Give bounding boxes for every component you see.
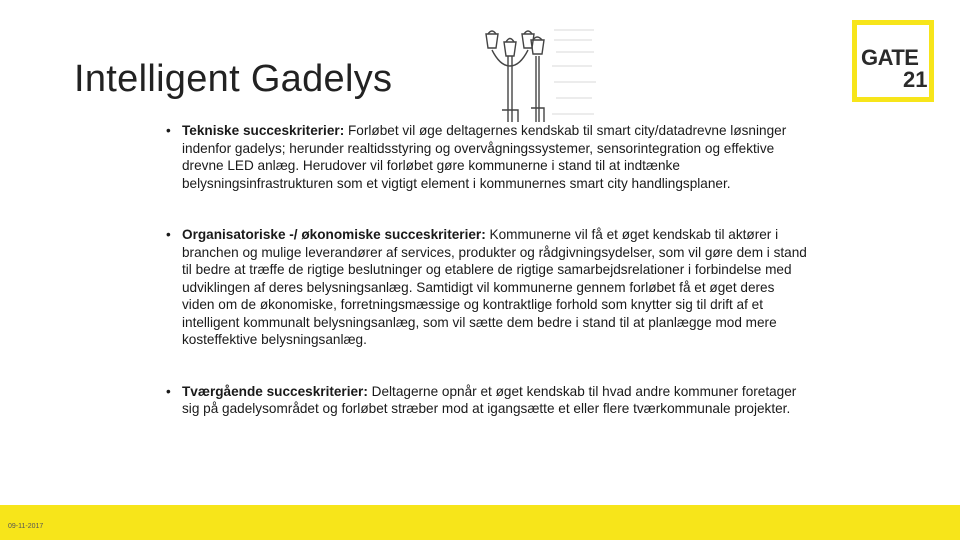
logo-text-gate: GATE xyxy=(861,45,919,70)
footer-date: 09-11-2017 xyxy=(8,523,44,530)
success-criteria-list xyxy=(166,122,810,452)
bullet-text: Forløbet vil øge deltagernes kendskab til smart city/datadrevne løsninger indenfor gadelys; herunder realtidsstyring og overvågningssystemer, sensorintegration og effektive drevne LED anlæg. Herudover vil forløbet gøre kommunerne i stand til at indtænke belysningsinfrastrukturen som et vigtigt element i kommunernes smart city handlingsplaner. xyxy=(182,123,787,191)
bullet-heading: Tværgående succeskriterier: xyxy=(182,383,368,399)
bullet-heading: Tekniske succeskriterier: xyxy=(182,123,345,138)
logo-text-21: 21 xyxy=(903,67,928,92)
bullet-text: Deltagerne opnår et øget kendskab til hvad andre kommuner foretager sig på gadelysområdet og forløbet stræber mod at igangsætte et eller flere tværkommunale projekter. xyxy=(182,383,797,416)
bullet-heading: Organisatoriske -/ økonomiske succeskriterier: xyxy=(182,227,486,242)
gate21-logo xyxy=(852,20,934,102)
street-lamp-icon xyxy=(474,26,600,122)
bullet-text: Kommunerne vil få et øget kendskab til aktører i branchen og mulige leverandører af services, produkter og rådgivningsydelser, som vil gøre dem i stand til bedre at træffe de rigtige beslutninger og etablere de rigtige samarbejdsrelationer i forbindelse med udviklingen af deres belysningsanlæg. Samtidigt vil kommunerne gennem forløbet få et øget deres viden om de økonomiske, forretningsmæssige og kontraktlige forhold som knytter sig til drift af et intelligent kommunalt belysningsanlæg, som vil sætte dem bedre i stand til at planlægge mod mere kosteffektive belysningsanlæg. xyxy=(182,227,807,347)
footer-bar xyxy=(0,505,960,540)
bullet-cross-cutting xyxy=(166,383,810,418)
slide-title: Intelligent Gadelys xyxy=(74,58,393,100)
bullet-organisational xyxy=(166,226,810,349)
bullet-technical xyxy=(166,122,810,192)
